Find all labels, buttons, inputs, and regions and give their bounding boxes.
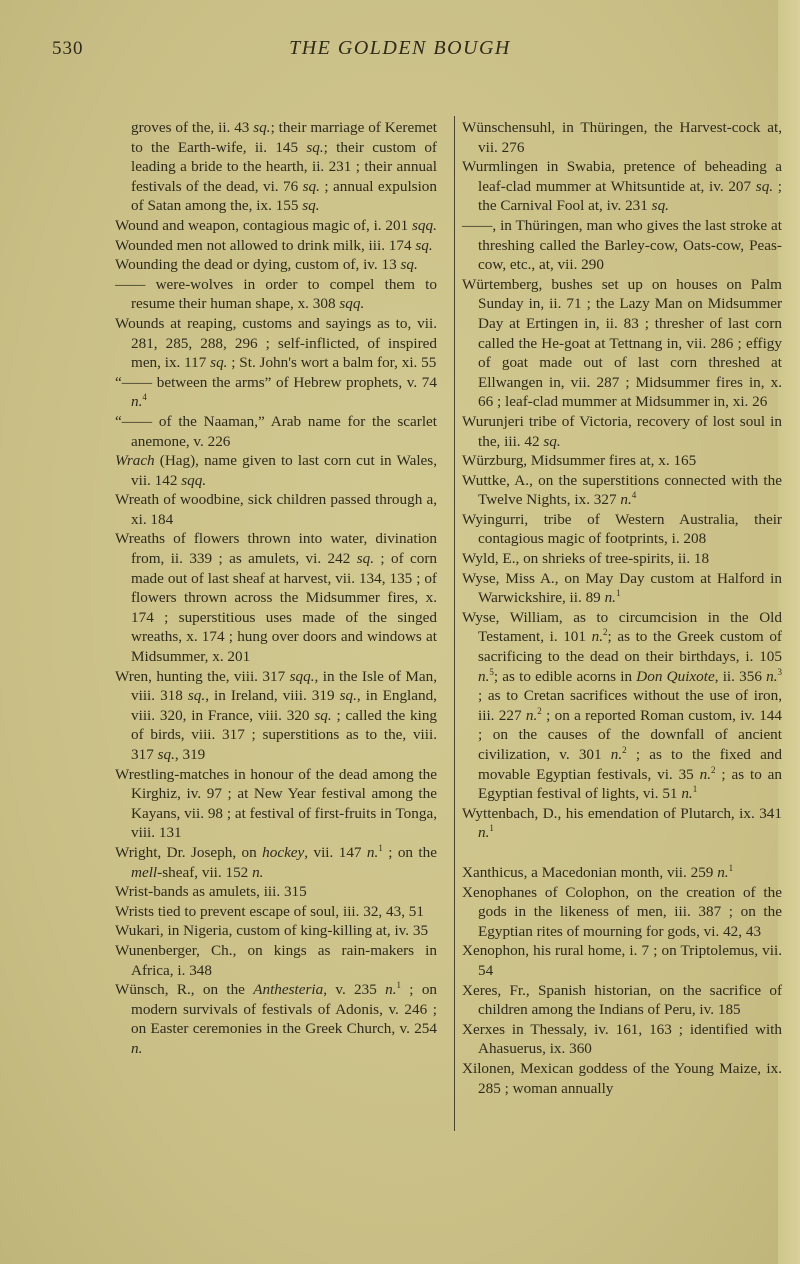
italic-term: sq. <box>306 138 324 156</box>
italic-term: Don Quixote <box>636 667 715 685</box>
index-entry: —— were-wolves in order to compel them to resume their human shape, x. 308 sqq. <box>115 275 437 313</box>
footnote-mark: 1 <box>728 862 734 873</box>
index-entry: Wrist-bands as amulets, iii. 315 <box>115 883 307 901</box>
italic-term: n. <box>610 746 623 763</box>
index-entry: Wyse, Miss A., on May Day custom at Halford in Warwickshire, ii. 89 n.$^1$ <box>462 569 782 607</box>
italic-term: sq. <box>210 354 228 372</box>
italic-term: n. <box>478 667 490 685</box>
footnote-mark: 1 <box>615 588 621 599</box>
footnote-mark: 4 <box>631 490 637 501</box>
italic-term: n. <box>252 863 264 881</box>
index-entry: Wrestling-matches in honour of the dead among the Kirghiz, iv. 97 ; at New Year festival among the Kayans, vii. 98 ; at festival of first-fruits in Tonga, viii. 131 <box>115 765 437 842</box>
italic-term: sq. <box>651 197 669 215</box>
index-entry: Wreaths of flowers thrown into water, divination from, ii. 339 ; as amulets, vi. 242 sq. ; of corn made out of last sheaf at harvest, vii. 134, 135 ; of flowers thrown across the Midsummer fires, x. 174 ; superstitious uses made of the singed wreaths, x. 174 ; hung over doors and windows at Midsummer, x. 201 <box>115 530 437 666</box>
index-entry: Xilonen, Mexican goddess of the Young Maize, ix. 285 ; woman annually <box>462 1059 782 1097</box>
index-entry: Wright, Dr. Joseph, on hockey, vii. 147 n.$^1$ ; on the mell-sheaf, vii. 152 n. <box>115 842 437 881</box>
footnote-mark: 2 <box>622 744 627 755</box>
italic-term: n. <box>131 1039 143 1057</box>
italic-term: n. <box>681 785 693 803</box>
italic-term: Wrach <box>115 452 155 470</box>
italic-term: n. <box>385 981 397 999</box>
italic-term: sqq. <box>181 471 207 489</box>
page-number: 530 <box>52 38 84 59</box>
italic-term: n. <box>131 393 143 411</box>
footnote-mark: 3 <box>777 666 782 677</box>
italic-term: sq. <box>314 706 332 724</box>
index-entry: Wounds at reaping, customs and sayings as to, vii. 281, 285, 288, 296 ; self-inflicted, of inspired men, ix. 117 sq. ; St. John's wort a balm for, xi. 55 <box>115 314 437 372</box>
index-entry: Wren, hunting the, viii. 317 sqq., in the Isle of Man, viii. 318 sq., in Ireland, viii. 319 sq., in England, viii. 320, in France, viii. 320 sq. ; called the king of birds, viii. 317 ; superstitions as to the, viii. 317 sq., 319 <box>115 667 438 763</box>
footnote-mark: 1 <box>692 784 698 795</box>
index-entry: Wrists tied to prevent escape of soul, iii. 32, 43, 51 <box>115 902 424 920</box>
italic-term: hockey <box>262 843 305 861</box>
index-entry: Xeres, Fr., Spanish historian, on the sacrifice of children among the Indians of Peru, iv. 185 <box>462 981 782 1019</box>
index-entry: “—— between the arms” of Hebrew prophets, v. 74 n.$^4$ <box>115 373 437 411</box>
italic-term: sqq. <box>339 295 365 313</box>
italic-term: sq. <box>187 687 206 705</box>
footnote-mark: 2 <box>711 764 716 775</box>
index-entry: Wounded men not allowed to drink milk, iii. 174 sq. <box>115 236 433 254</box>
index-entry: “—— of the Naaman,” Arab name for the scarlet anemone, v. 226 <box>115 412 437 450</box>
index-entry: Wrach (Hag), name given to last corn cut in Wales, vii. 142 sqq. <box>115 452 437 489</box>
italic-term: sqq. <box>289 667 315 685</box>
footnote-mark: 1 <box>396 980 402 991</box>
italic-term: n. <box>478 824 490 842</box>
footnote-mark: 1 <box>489 823 494 834</box>
italic-term: sq. <box>157 746 175 763</box>
index-entry: Wyse, William, as to circumcision in the Old Testament, i. 101 n.$^2$; as to the Greek custom of sacrificing to the dead on their birthdays, i. 105 n.$^5$; as to edible acorns in Don Quixote, ii. 356 n.$^3$ ; as to Cretan sacrifices without the use of iron, iii. 227 n.$^2$ ; on a reported Roman custom, iv. 144 ; on the causes of the downfall of ancient civilization, v. 301 n.$^2$ ; as to the fixed and movable Egyptian festivals, vi. 35 n.$^2$ ; as to an Egyptian festival of lights, vi. 51 n.$^1$ <box>462 608 782 803</box>
italic-term: n. <box>620 491 632 509</box>
index-entry: Xerxes in Thessaly, iv. 161, 163 ; identified with Ahasuerus, ix. 360 <box>462 1020 782 1058</box>
italic-term: sq. <box>302 177 320 195</box>
index-entry: Wreath of woodbine, sick children passed through a, xi. 184 <box>115 491 437 528</box>
italic-term: sqq. <box>411 216 437 234</box>
italic-term: n. <box>699 765 712 783</box>
footnote-mark: 1 <box>378 842 383 853</box>
index-entry: Wyttenbach, D., his emendation of Plutarch, ix. 341 n.$^1$ <box>462 804 782 842</box>
footnote-mark: 4 <box>142 392 147 403</box>
index-column-right <box>462 118 782 1098</box>
italic-term: sq. <box>543 432 561 450</box>
index-entry: Wukari, in Nigeria, custom of king-killing at, iv. 35 <box>115 922 429 940</box>
index-entry: groves of the, ii. 43 sq.; their marriage of Keremet to the Earth-wife, ii. 145 sq.; their custom of leading a bride to the hearth, ii. 231 ; their annual festivals of the dead, vi. 76 sq. ; annual expulsion of Satan among the, ix. 155 sq. <box>131 119 437 215</box>
italic-term: sq. <box>755 177 774 195</box>
index-entry: ——, in Thüringen, man who gives the last stroke at threshing called the Barley-cow, Oats-cow, Peas-cow, etc., at, vii. 290 <box>462 216 782 274</box>
italic-term: sq. <box>415 236 433 254</box>
index-entry: Wuttke, A., on the superstitions connected with the Twelve Nights, ix. 327 n.$^4$ <box>462 471 782 509</box>
italic-term: n. <box>766 667 778 685</box>
italic-term: sq. <box>302 197 320 215</box>
italic-term: sq. <box>253 119 271 136</box>
italic-term: Anthesteria <box>253 981 324 999</box>
italic-term: n. <box>366 843 379 861</box>
italic-term: sq. <box>339 687 357 705</box>
index-entry: Wounding the dead or dying, custom of, iv. 13 sq. <box>115 256 418 274</box>
index-entry: Wünschensuhl, in Thüringen, the Harvest-cock at, vii. 276 <box>462 119 782 156</box>
index-entry: Würzburg, Midsummer fires at, x. 165 <box>462 452 697 470</box>
italic-term: n. <box>717 863 729 881</box>
italic-term: sq. <box>356 550 374 568</box>
index-entry: Würtemberg, bushes set up on houses on Palm Sunday in, ii. 71 ; the Lazy Man on Midsummer Day at Ertingen in, ii. 83 ; thresher of last corn called the He-goat at Tettnang in, vii. 286 ; effigy of goat made out of last corn threshed at Ellwangen in, vii. 287 ; Midsummer fires in, x. 66 ; leaf-clad mummer at Midsummer in, xi. 26 <box>462 275 782 411</box>
footnote-mark: 2 <box>537 705 542 716</box>
index-entry: Xanthicus, a Macedonian month, vii. 259 n.$^1$ <box>462 862 734 881</box>
running-title: THE GOLDEN BOUGH <box>289 37 511 59</box>
index-entry: Wurunjeri tribe of Victoria, recovery of lost soul in the, iii. 42 sq. <box>462 412 782 450</box>
italic-term: n. <box>591 628 603 646</box>
italic-term: n. <box>525 706 538 724</box>
column-divider <box>454 116 455 1131</box>
italic-term: mell <box>131 863 158 881</box>
index-entry: Wurmlingen in Swabia, pretence of beheading a leaf-clad mummer at Whitsuntide at, iv. 207 sq. ; the Carnival Fool at, iv. 231 sq. <box>462 158 782 215</box>
index-entry: Wünsch, R., on the Anthesteria, v. 235 n.$^1$ ; on modern survivals of festivals of Adonis, v. 246 ; on Easter ceremonies in the Greek Church, v. 254 n. <box>115 980 438 1057</box>
index-entry: Xenophanes of Colophon, on the creation of the gods in the likeness of men, iii. 387 ; on the Egyptian rites of mourning for gods, vi. 42, 43 <box>462 883 782 940</box>
index-entry: Wyld, E., on shrieks of tree-spirits, ii. 18 <box>462 550 710 568</box>
italic-term: sq. <box>400 256 418 274</box>
footnote-mark: 2 <box>603 627 608 638</box>
index-entry: Xenophon, his rural home, i. 7 ; on Triptolemus, vii. 54 <box>462 942 782 979</box>
index-column-left <box>115 118 437 1059</box>
italic-term: n. <box>604 589 616 607</box>
index-entry: Wunenberger, Ch., on kings as rain-makers in Africa, i. 348 <box>115 941 437 979</box>
footnote-mark: 5 <box>489 666 494 677</box>
index-entry: Wyingurri, tribe of Western Australia, their contagious magic of footprints, i. 208 <box>462 510 782 548</box>
index-entry: Wound and weapon, contagious magic of, i. 201 sqq. <box>115 216 437 234</box>
